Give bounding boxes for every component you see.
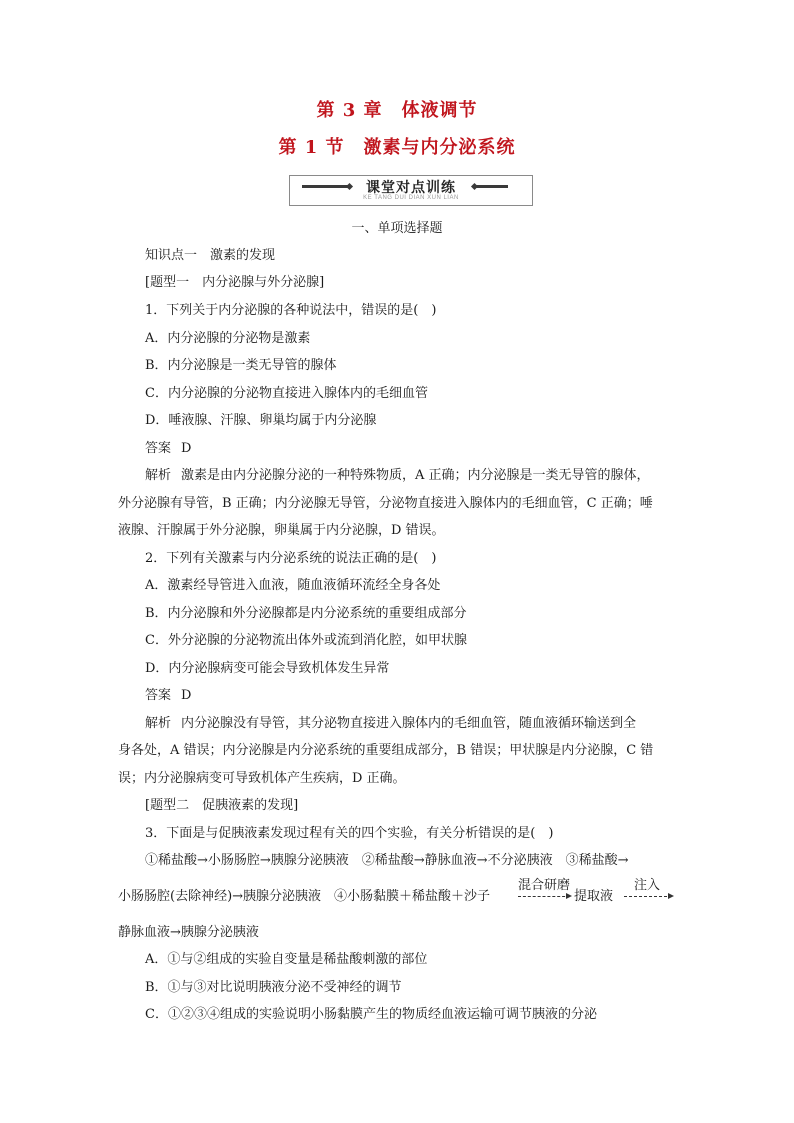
part-title: 一、单项选择题: [351, 221, 443, 236]
q2-answer: [145, 688, 191, 704]
q3-option-b: B．①与③对比说明胰液分泌不受神经的调节: [145, 980, 402, 995]
arrow-label-inject: 注入: [634, 878, 661, 893]
q1-option-c: C．内分泌腺的分泌物直接进入腺体内的毛细血管: [145, 386, 428, 401]
answer-label: 答案: [145, 688, 172, 703]
banner-subtitle: KE TANG DUI DIAN XUN LIAN: [363, 195, 459, 201]
q2-analysis-line-3: 误；内分泌腺病变可导致机体产生疾病，D 正确。: [118, 771, 406, 786]
q3-experiment-line-3: 静脉血液→胰腺分泌胰液: [118, 925, 259, 940]
analysis-text: 激素是由内分泌腺分泌的一种特殊物质，A 正确；内分泌腺是一类无导管的腺体，: [181, 468, 650, 483]
q2-analysis-line-2: 身各处，A 错误；内分泌腺是内分泌系统的重要组成部分，B 错误；甲状腺是内分泌腺，C 错: [118, 743, 654, 758]
analysis-text: 内分泌腺没有导管，其分泌物直接进入腺体内的毛细血管，随血液循环输送到全: [181, 716, 637, 731]
q1-stem: 1．下列关于内分泌腺的各种说法中，错误的是( ): [145, 303, 437, 318]
question-type-2: [题型二 促胰液素的发现]: [145, 798, 299, 813]
answer-value: D: [181, 441, 192, 456]
q1-analysis-line-1: [145, 468, 650, 484]
arrow-label-mix-grind: 混合研磨: [518, 878, 571, 893]
chapter-title: 第 3 章 体液调节: [316, 100, 478, 121]
q3-experiment-line-2a: 小肠肠腔(去除神经)→胰腺分泌胰液 ④小肠黏膜＋稀盐酸＋沙子: [118, 889, 491, 904]
q2-option-b: B．内分泌腺和外分泌腺都是内分泌系统的重要组成部分: [145, 606, 467, 621]
classroom-banner: [289, 175, 533, 206]
q1-option-b: B．内分泌腺是一类无导管的腺体: [145, 358, 337, 373]
dashed-arrow-2: [624, 896, 672, 897]
q2-option-c: C．外分泌腺的分泌物流出体外或流到消化腔，如甲状腺: [145, 633, 467, 648]
q1-analysis-line-2: 外分泌腺有导管，B 正确；内分泌腺无导管，分泌物直接进入腺体内的毛细血管，C 正确；唾: [118, 496, 653, 511]
q1-option-a: A．内分泌腺的分泌物是激素: [145, 331, 311, 346]
q3-stem: 3．下面是与促胰液素发现过程有关的四个实验，有关分析错误的是( ): [145, 826, 554, 841]
q1-answer: [145, 441, 191, 457]
q3-experiment-line-2b: 提取液: [574, 889, 614, 904]
q2-option-d: D．内分泌腺病变可能会导致机体发生异常: [145, 661, 390, 676]
q3-experiment-line-1: ①稀盐酸→小肠肠腔→胰腺分泌胰液 ②稀盐酸→静脉血液→不分泌胰液 ③稀盐酸→: [145, 853, 629, 868]
q3-option-c: C．①②③④组成的实验说明小肠黏膜产生的物质经血液运输可调节胰液的分泌: [145, 1007, 597, 1022]
question-type-1: [题型一 内分泌腺与外分泌腺]: [145, 275, 325, 290]
banner-title: 课堂对点训练: [366, 180, 456, 196]
q1-analysis-line-3: 液腺、汗腺属于外分泌腺，卵巢属于内分泌腺，D 错误。: [118, 523, 445, 538]
section-title: 第 1 节 激素与内分泌系统: [278, 137, 516, 158]
answer-label: 答案: [145, 441, 172, 456]
q1-option-d: D．唾液腺、汗腺、卵巢均属于内分泌腺: [145, 413, 377, 428]
knowledge-point: 知识点一 激素的发现: [145, 248, 276, 263]
analysis-label: 解析: [145, 716, 172, 731]
dashed-arrow-1: [518, 896, 570, 897]
q3-option-a: A．①与②组成的实验自变量是稀盐酸刺激的部位: [145, 952, 428, 967]
q2-analysis-line-1: [145, 716, 636, 732]
q2-stem: 2．下列有关激素与内分泌系统的说法正确的是( ): [145, 551, 437, 566]
answer-value: D: [181, 688, 192, 703]
analysis-label: 解析: [145, 468, 172, 483]
q2-option-a: A．激素经导管进入血液，随血液循环流经全身各处: [145, 578, 441, 593]
